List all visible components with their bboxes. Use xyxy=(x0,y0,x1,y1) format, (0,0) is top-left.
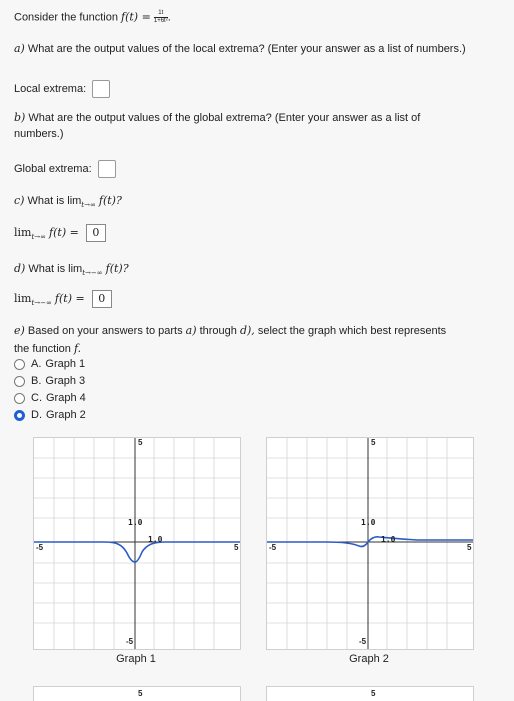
fraction-denominator: 1+6t² xyxy=(153,18,168,24)
limit-neg-inf-input[interactable]: 0 xyxy=(92,290,112,308)
part-d-ans-post: f(t) = xyxy=(54,291,85,305)
option-c-radio[interactable] xyxy=(14,393,25,404)
part-d-text: What is lim xyxy=(28,263,83,275)
graph-1-xmin: -5 xyxy=(36,543,44,552)
part-c-sub: t→∞ xyxy=(81,201,96,210)
part-a-answer-row xyxy=(14,80,110,98)
graph-1-xlabel: 1.0 xyxy=(148,535,163,544)
global-extrema-input[interactable] xyxy=(98,160,116,178)
option-d-radio[interactable] xyxy=(14,410,25,421)
part-d-letter: d) xyxy=(14,262,26,275)
local-extrema-input[interactable] xyxy=(92,80,110,98)
part-d-sub: t→−∞ xyxy=(82,269,103,278)
graph-2-ymin: -5 xyxy=(359,637,367,646)
part-b-letter: b) xyxy=(14,111,26,124)
part-c-answer-row xyxy=(14,224,106,242)
part-a-prompt xyxy=(14,42,466,55)
graph-3-card-partial[interactable] xyxy=(33,686,241,701)
part-e-ref-d: d), xyxy=(239,324,255,337)
graph-4-card-partial[interactable] xyxy=(266,686,474,701)
part-b-text: What are the output values of the global extrema? (Enter your answer as a list of xyxy=(28,112,421,124)
part-e-prompt xyxy=(14,322,494,358)
part-e-through: through xyxy=(199,325,237,337)
option-a-label: Graph 1 xyxy=(45,358,86,370)
part-a-text: What are the output values of the local extrema? (Enter your answer as a list of numbers.) xyxy=(27,43,466,55)
function-statement: Consider the function f(t) = $\frac{1t}{\text{1+6t²}}$ . xyxy=(14,10,171,24)
graph-1-plot xyxy=(34,438,240,649)
function-fraction xyxy=(154,10,168,25)
part-c-ans-post: f(t) = xyxy=(49,225,79,239)
graph-2-ylabel: 1.0 xyxy=(361,518,376,527)
graph-2-plot xyxy=(267,438,473,649)
part-b-prompt xyxy=(14,110,484,142)
option-b-label: Graph 3 xyxy=(45,375,86,387)
part-e-letter: e) xyxy=(14,324,25,337)
graph-1-curve xyxy=(34,542,240,562)
option-b[interactable] xyxy=(14,375,85,387)
part-c-text: What is lim xyxy=(27,195,82,207)
part-c-prompt xyxy=(14,194,122,209)
graph-1-ymin: -5 xyxy=(126,637,134,646)
option-d-label: Graph 2 xyxy=(46,409,86,421)
graph-2-card[interactable] xyxy=(266,437,474,650)
option-a-key: A. xyxy=(31,358,42,370)
graph-3-ymax: 5 xyxy=(138,689,143,698)
option-d-key: D. xyxy=(31,409,42,421)
graph-2-xlabel: 1.0 xyxy=(381,535,396,544)
option-a-radio[interactable] xyxy=(14,359,25,370)
part-c-ans-lim: lim xyxy=(14,225,32,239)
part-d-prompt xyxy=(14,262,129,277)
graph-1-ylabel: 1.0 xyxy=(128,518,143,527)
graph-1-xmax: 5 xyxy=(234,543,239,552)
graph-1-caption: Graph 1 xyxy=(116,653,156,665)
function-lhs: f(t) = xyxy=(121,10,151,24)
graph-1-grid xyxy=(34,438,240,649)
part-c-post: f(t)? xyxy=(98,194,122,207)
graph-2-xmin: -5 xyxy=(269,543,277,552)
graph-4-ymax: 5 xyxy=(371,689,376,698)
part-e-f: f. xyxy=(73,342,82,355)
option-b-key: B. xyxy=(31,375,42,387)
part-d-ans-sub: t→−∞ xyxy=(31,299,52,308)
part-b-answer-row xyxy=(14,160,116,178)
graph-1-card[interactable] xyxy=(33,437,241,650)
part-e-text-a: Based on your answers to parts xyxy=(27,325,183,337)
part-d-answer-row xyxy=(14,290,112,308)
part-c-ans-sub: t→∞ xyxy=(31,233,46,242)
option-a[interactable] xyxy=(14,358,85,370)
option-c-key: C. xyxy=(31,392,42,404)
option-c-label: Graph 4 xyxy=(46,392,86,404)
limit-pos-inf-input[interactable]: 0 xyxy=(86,224,106,242)
intro-label: Consider the function xyxy=(14,11,118,24)
graph-1-ymax: 5 xyxy=(138,438,143,447)
part-d-post: f(t)? xyxy=(105,262,129,275)
graph-2-grid xyxy=(267,438,473,649)
part-d-ans-lim: lim xyxy=(14,291,32,305)
fraction-numerator: 1t xyxy=(154,10,168,18)
option-d[interactable] xyxy=(14,409,86,421)
graph-2-ymax: 5 xyxy=(371,438,376,447)
part-a-letter: a) xyxy=(14,42,25,55)
graph-2-xmax: 5 xyxy=(467,543,472,552)
global-extrema-label: Global extrema: xyxy=(14,162,92,175)
part-e-text-c: the function xyxy=(14,343,71,355)
option-b-radio[interactable] xyxy=(14,376,25,387)
option-c[interactable] xyxy=(14,392,86,404)
part-b-text-2: numbers.) xyxy=(14,128,64,140)
part-e-ref-a: a) xyxy=(185,324,197,337)
local-extrema-label: Local extrema: xyxy=(14,82,87,95)
graph-2-caption: Graph 2 xyxy=(349,653,389,665)
part-c-letter: c) xyxy=(14,194,25,207)
part-e-text-b: select the graph which best represents xyxy=(257,325,447,337)
